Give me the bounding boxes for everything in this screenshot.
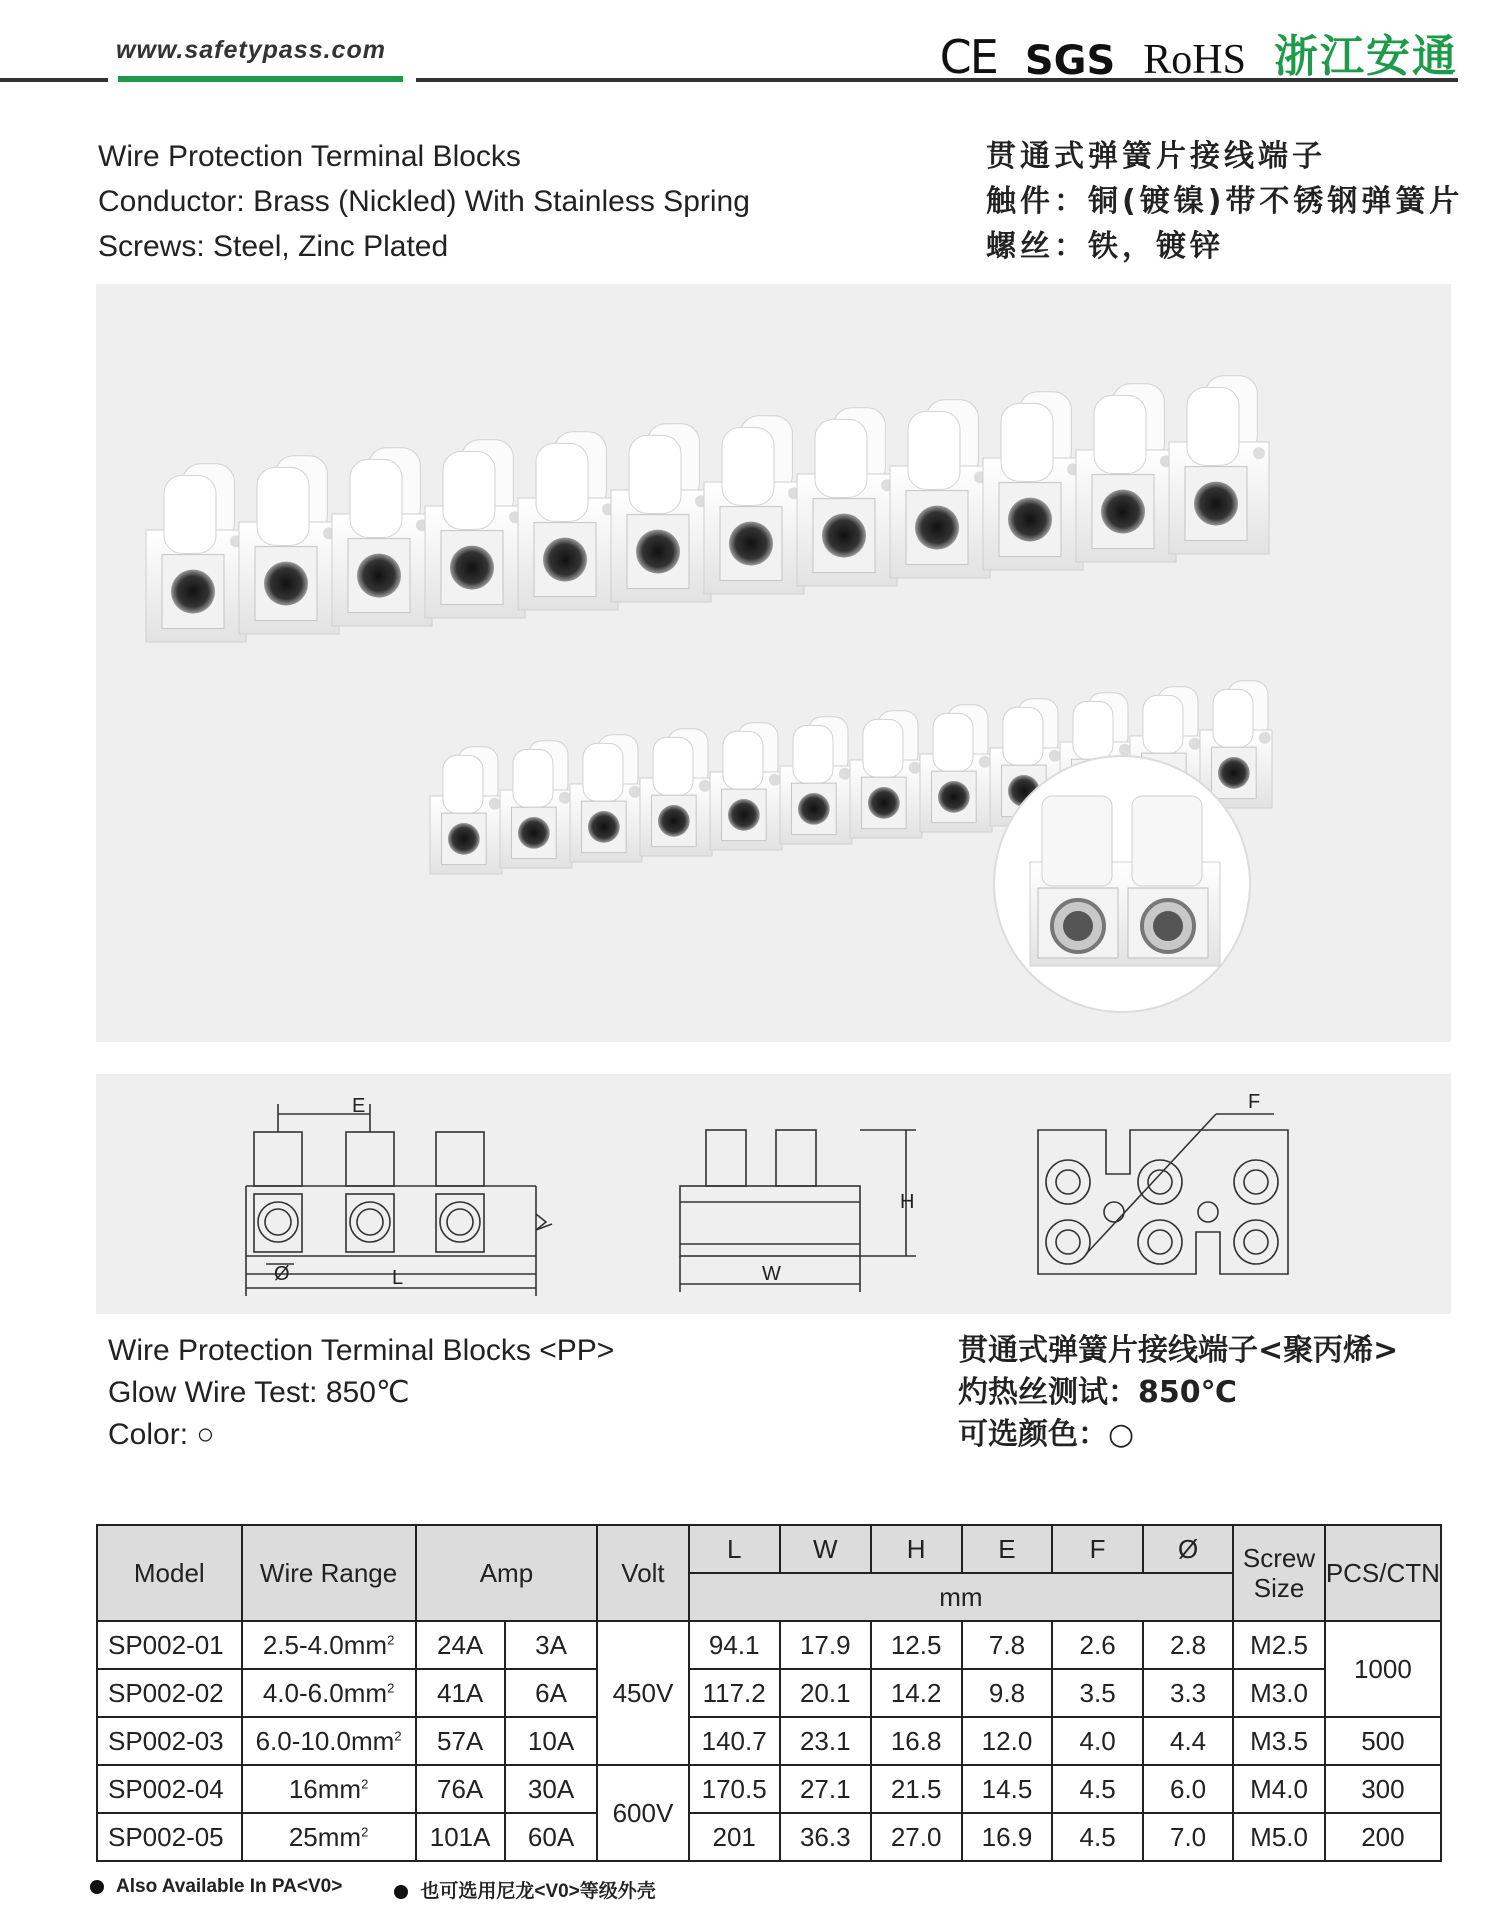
spec-cn-color: 可选颜色：○ (958, 1417, 1135, 1452)
cell-e: 9.8 (962, 1669, 1053, 1717)
intro-english (98, 134, 750, 269)
header-l: L (689, 1525, 780, 1573)
terminal-unit (890, 400, 990, 578)
header-screw-line1: Screw (1242, 1543, 1316, 1573)
table-row (97, 1813, 1441, 1861)
cell-diameter: 2.8 (1143, 1621, 1233, 1669)
cell-e: 12.0 (962, 1717, 1053, 1765)
site-url[interactable]: www.safetypass.com (116, 36, 386, 64)
cell-amp2: 30A (505, 1765, 598, 1813)
cell-amp1: 101A (416, 1813, 505, 1861)
cell-model: SP002-04 (97, 1765, 242, 1813)
footnote-english (90, 1876, 342, 1903)
bottom-view-drawing (1038, 1114, 1288, 1274)
cell-w: 36.3 (780, 1813, 871, 1861)
brand-logo: 浙江安通 (1274, 31, 1458, 82)
header-f: F (1052, 1525, 1142, 1573)
cell-wire-range (242, 1717, 416, 1765)
footnote-en-text: Also Available In PA<V0> (116, 1876, 343, 1897)
cell-f: 4.5 (1052, 1765, 1142, 1813)
closeup-circle (994, 756, 1250, 1012)
label-e: E (352, 1095, 366, 1117)
header-w: W (780, 1525, 871, 1573)
terminal-unit (146, 464, 246, 642)
intro-chinese (986, 134, 1463, 269)
cell-wire-range (242, 1813, 416, 1861)
cell-pcs-200: 200 (1325, 1813, 1441, 1861)
cell-h: 27.0 (871, 1813, 962, 1861)
spec-glow-wire: Glow Wire Test: 850℃ (108, 1376, 410, 1409)
header-pcs-ctn: PCS/CTN (1325, 1525, 1441, 1621)
spec-english (108, 1330, 614, 1456)
header-e: E (962, 1525, 1053, 1573)
side-view-drawing (680, 1130, 916, 1292)
cell-w: 20.1 (780, 1669, 871, 1717)
intro-screws: Screws: Steel, Zinc Plated (98, 230, 449, 263)
cell-f: 4.0 (1052, 1717, 1142, 1765)
sup-2: 2 (387, 1631, 395, 1647)
spec-table (96, 1524, 1442, 1862)
cell-amp2: 6A (505, 1669, 598, 1717)
terminal-unit (518, 432, 618, 610)
cell-pcs-1000: 1000 (1325, 1621, 1441, 1717)
bullet-icon (394, 1885, 408, 1899)
cell-screw: M3.5 (1233, 1717, 1324, 1765)
cell-e: 7.8 (962, 1621, 1053, 1669)
header-screw-line2: Size (1253, 1573, 1305, 1603)
cell-f: 4.5 (1052, 1813, 1142, 1861)
header-accent-bar (118, 76, 403, 82)
cell-amp1: 57A (416, 1717, 505, 1765)
cell-diameter: 4.4 (1143, 1717, 1233, 1765)
cell-amp2: 60A (505, 1813, 598, 1861)
terminal-unit (704, 416, 804, 594)
cell-w: 17.9 (780, 1621, 871, 1669)
footnote-cn-text: 也可选用尼龙<V0>等级外壳 (420, 1881, 656, 1902)
cell-pcs-500: 500 (1325, 1717, 1441, 1765)
header-h: H (871, 1525, 962, 1573)
cell-f: 3.5 (1052, 1669, 1142, 1717)
label-h: H (900, 1191, 915, 1213)
cell-model: SP002-02 (97, 1669, 242, 1717)
cell-screw: M5.0 (1233, 1813, 1324, 1861)
header-diameter: Ø (1143, 1525, 1233, 1573)
cell-w: 27.1 (780, 1765, 871, 1813)
cell-l: 94.1 (689, 1621, 780, 1669)
cell-wire-range (242, 1669, 416, 1717)
cell-diameter: 3.3 (1143, 1669, 1233, 1717)
ce-logo: CE (939, 30, 997, 84)
cell-pcs-300: 300 (1325, 1765, 1441, 1813)
header-amp: Amp (416, 1525, 598, 1621)
spec-cn-glow-wire: 灼热丝测试：850℃ (958, 1375, 1237, 1410)
terminal-unit (1200, 681, 1272, 808)
spec-title: Wire Protection Terminal Blocks <PP> (108, 1334, 615, 1367)
spec-color: Color: ○ (108, 1418, 215, 1451)
cell-diameter: 6.0 (1143, 1765, 1233, 1813)
terminal-unit (1169, 376, 1269, 554)
sgs-logo: SGS (1024, 38, 1116, 84)
header-volt: Volt (597, 1525, 688, 1621)
header-wire-range: Wire Range (242, 1525, 416, 1621)
cell-wire-range (242, 1765, 416, 1813)
wire-value: 16mm (288, 1773, 362, 1804)
cell-model: SP002-05 (97, 1813, 242, 1861)
sup-2: 2 (394, 1727, 402, 1743)
label-diameter: Ø (274, 1263, 290, 1285)
footnote-chinese (394, 1876, 655, 1903)
table-row (97, 1717, 1441, 1765)
cell-h: 16.8 (871, 1717, 962, 1765)
cell-l: 140.7 (689, 1717, 780, 1765)
cell-volt-450: 450V (597, 1621, 688, 1765)
cell-e: 14.5 (962, 1765, 1053, 1813)
cell-f: 2.6 (1052, 1621, 1142, 1669)
sup-2: 2 (361, 1823, 369, 1839)
table-row (97, 1765, 1441, 1813)
terminal-unit (710, 723, 782, 850)
cell-h: 21.5 (871, 1765, 962, 1813)
cell-l: 201 (689, 1813, 780, 1861)
cell-model: SP002-03 (97, 1717, 242, 1765)
header-screw-size (1233, 1525, 1324, 1621)
header-rule-left (0, 78, 108, 82)
technical-drawings (96, 1074, 1451, 1314)
cell-amp1: 76A (416, 1765, 505, 1813)
label-l: L (392, 1267, 404, 1289)
cell-amp1: 24A (416, 1621, 505, 1669)
dimension-drawings (96, 1074, 1451, 1314)
terminal-unit (850, 711, 922, 838)
terminal-unit (425, 440, 525, 618)
product-photo (96, 284, 1451, 1042)
footnotes (90, 1876, 656, 1903)
cell-diameter: 7.0 (1143, 1813, 1233, 1861)
cell-amp2: 3A (505, 1621, 598, 1669)
intro-title: Wire Protection Terminal Blocks (98, 140, 521, 173)
terminal-unit (640, 729, 712, 856)
cell-screw: M4.0 (1233, 1765, 1324, 1813)
cell-l: 170.5 (689, 1765, 780, 1813)
intro-cn-screws: 螺丝：铁，镀锌 (986, 229, 1224, 264)
cell-amp2: 10A (505, 1717, 598, 1765)
sup-2: 2 (361, 1775, 369, 1791)
label-f: F (1248, 1091, 1261, 1113)
terminal-unit (611, 424, 711, 602)
cell-screw: M2.5 (1233, 1621, 1324, 1669)
cell-amp1: 41A (416, 1669, 505, 1717)
label-w: W (762, 1263, 781, 1285)
certification-logos (940, 20, 1458, 84)
intro-conductor: Conductor: Brass (Nickled) With Stainless Spring (98, 185, 750, 218)
header-mm: mm (689, 1573, 1234, 1621)
sup-2: 2 (387, 1679, 395, 1695)
wire-value: 4.0-6.0mm (262, 1677, 388, 1708)
cell-volt-600: 600V (597, 1765, 688, 1861)
intro-cn-conductor: 触件：铜(镀镍)带不锈钢弹簧片 (986, 184, 1464, 219)
intro-cn-title: 贯通式弹簧片接线端子 (986, 139, 1326, 174)
bullet-icon (90, 1880, 104, 1894)
wire-value: 25mm (288, 1821, 362, 1852)
table-row (97, 1621, 1441, 1669)
terminal-unit (1076, 384, 1176, 562)
wire-value: 2.5-4.0mm (262, 1629, 388, 1660)
terminal-unit (570, 735, 642, 862)
cell-model: SP002-01 (97, 1621, 242, 1669)
cell-wire-range (242, 1621, 416, 1669)
terminal-unit (983, 392, 1083, 570)
cell-h: 12.5 (871, 1621, 962, 1669)
cell-l: 117.2 (689, 1669, 780, 1717)
terminal-unit (239, 456, 339, 634)
cell-e: 16.9 (962, 1813, 1053, 1861)
terminal-unit (430, 747, 502, 874)
spec-chinese (958, 1330, 1398, 1456)
rohs-logo: RoHS (1143, 37, 1246, 83)
terminal-blocks-illustration (96, 284, 1451, 1042)
terminal-strip-large (146, 376, 1269, 642)
terminal-unit (797, 408, 897, 586)
cell-w: 23.1 (780, 1717, 871, 1765)
terminal-unit (332, 448, 432, 626)
cell-screw: M3.0 (1233, 1669, 1324, 1717)
terminal-unit (920, 705, 992, 832)
header-model: Model (97, 1525, 242, 1621)
table-row (97, 1669, 1441, 1717)
wire-value: 6.0-10.0mm (255, 1725, 395, 1756)
cell-h: 14.2 (871, 1669, 962, 1717)
spec-cn-title: 贯通式弹簧片接线端子<聚丙烯> (958, 1333, 1399, 1368)
terminal-unit (780, 717, 852, 844)
terminal-unit (500, 741, 572, 868)
